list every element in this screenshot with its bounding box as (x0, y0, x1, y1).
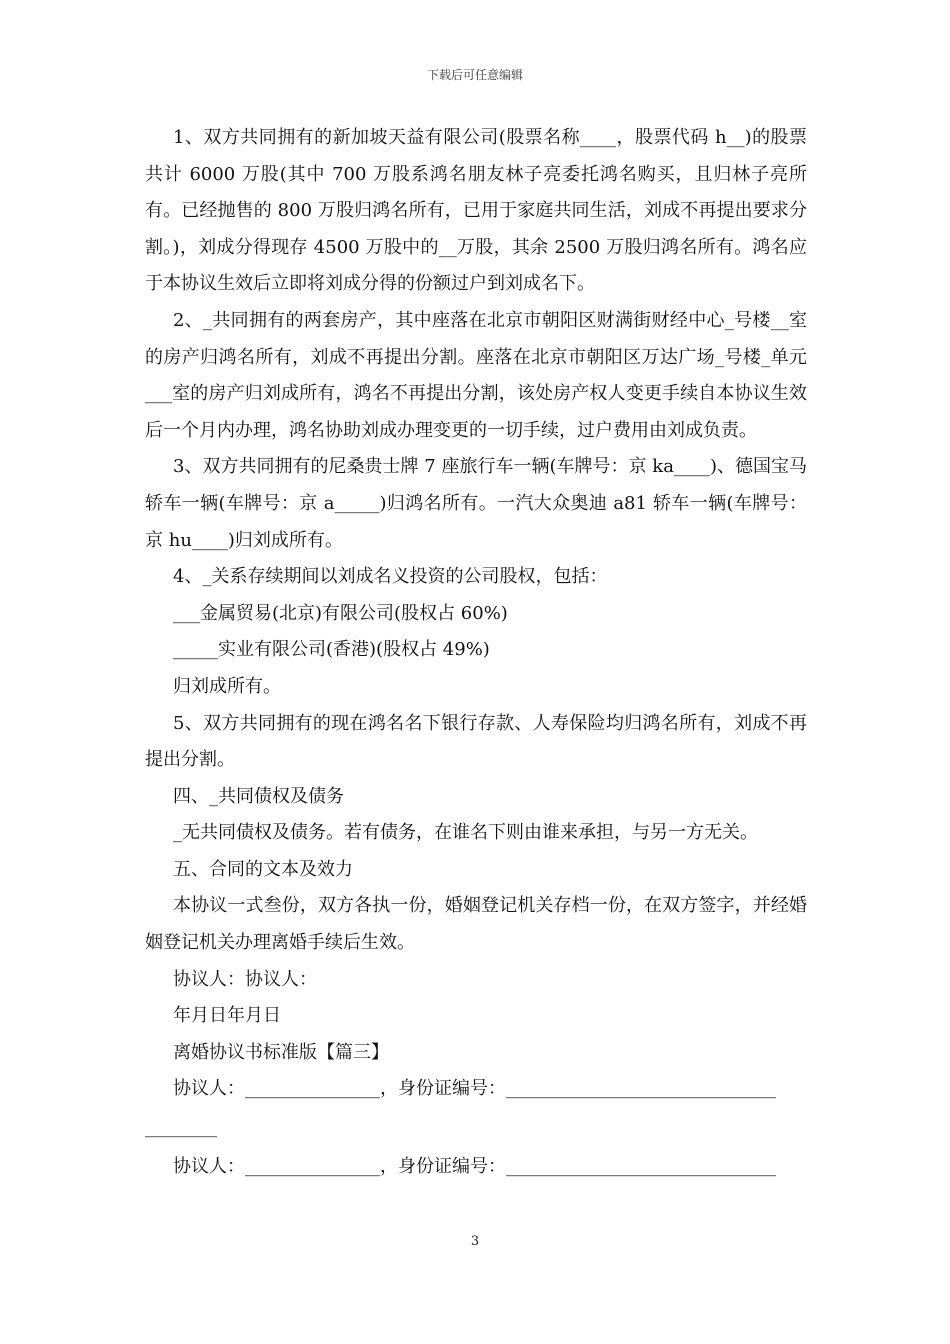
signatories-line: 协议人：协议人： (173, 968, 317, 990)
document-body (145, 120, 807, 1185)
next-document-title: 离婚协议书标准版【篇三】 (173, 1041, 389, 1063)
dates-line: 年月日年月日 (173, 1005, 281, 1027)
signature-line-1-continuation: ________ (145, 1117, 217, 1139)
clause-5-deposits: 5、双方共同拥有的现在鸿名名下银行存款、人寿保险均归鸿名所有，刘成不再提出分割。 (145, 712, 807, 771)
section-4-heading: 四、_共同债权及债务 (173, 785, 344, 807)
section-5-text: 本协议一式叁份，双方各执一份，婚姻登记机关存档一份，在双方签字，并经婚姻登记机关办理离婚手续后生效。 (145, 895, 807, 954)
equity-item-1: ___金属贸易(北京)有限公司(股权占 60%) (173, 602, 508, 624)
clause-3-vehicles: 3、双方共同拥有的尼桑贵士牌 7 座旅行车一辆(车牌号：京 ka____)、德国宝马轿车一辆(车牌号：京 a_____)归鸿名所有。一汽大众奥迪 a81 轿车一辆(车牌号：京 hu____)归刘成所有。 (145, 456, 807, 551)
clause-1-stocks: 1、双方共同拥有的新加坡天益有限公司(股票名称____，股票代码 h__)的股票共计 6000 万股(其中 700 万股系鸿名朋友林子亮委托鸿名购买，且归林子亮所有。已经抛售的 800 万股归鸿名所有，已用于家庭共同生活，刘成不再提出要求分割。)，刘成分得现存 4500 万股中的__万股，其余 2500 万股归鸿名所有。鸿名应于本协议生效后立即将刘成分得的份额过户到刘成名下。 (145, 127, 807, 295)
section-5-heading: 五、合同的文本及效力 (173, 858, 353, 880)
page-number: 3 (470, 1234, 480, 1249)
equity-owner: 归刘成所有。 (173, 675, 281, 697)
signature-line-1: 协议人：_______________，身份证编号：______________________________ (173, 1078, 776, 1100)
equity-item-2: _____实业有限公司(香港)(股权占 49%) (173, 639, 490, 661)
clause-4-equity: 4、_关系存续期间以刘成名义投资的公司股权，包括： (173, 566, 608, 588)
page-header-note: 下载后可任意编辑 (426, 68, 523, 82)
signature-line-2: 协议人：_______________，身份证编号：______________________________ (173, 1155, 776, 1177)
clause-2-property: 2、_共同拥有的两套房产，其中座落在北京市朝阳区财满街财经中心_号楼__室的房产归鸿名所有，刘成不再提出分割。座落在北京市朝阳区万达广场_号楼_单元___室的房产归刘成所有，鸿名不再提出分割，该处房产权人变更手续自本协议生效后一个月内办理，鸿名协助刘成办理变更的一切手续，过户费用由刘成负责。 (145, 309, 807, 441)
section-4-text: _无共同债权及债务。若有债务，在谁名下则由谁来承担，与另一方无关。 (173, 822, 758, 844)
